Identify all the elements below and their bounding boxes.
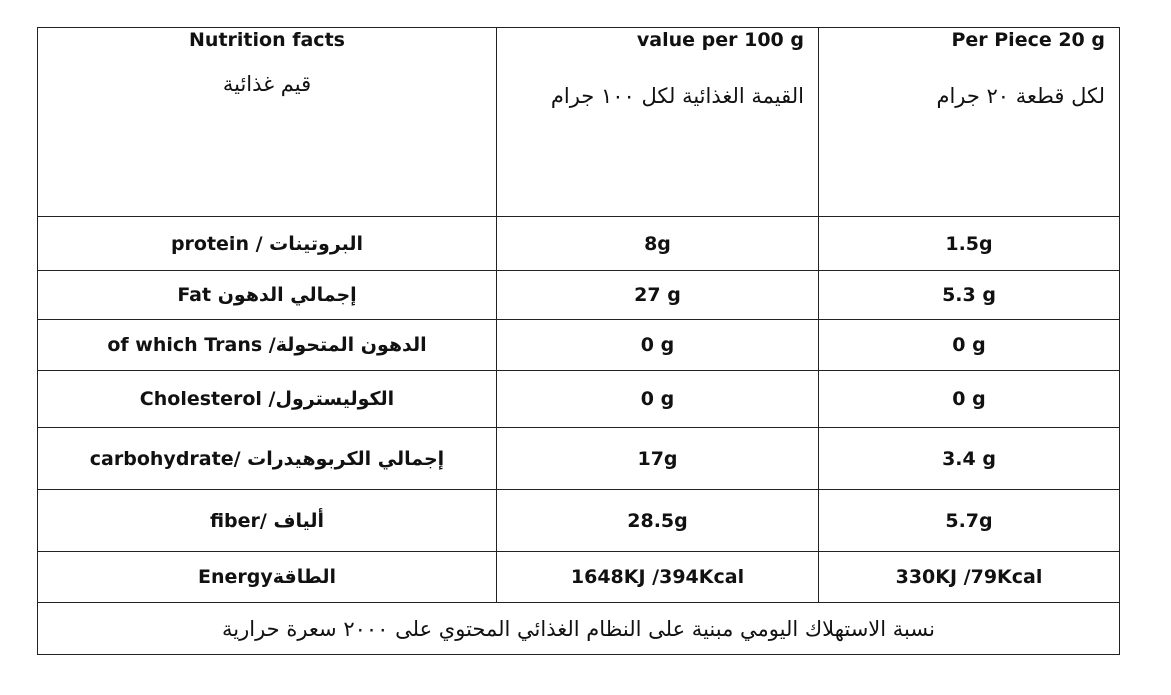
table-row xyxy=(38,217,1120,271)
value-per-piece: 3.4 g xyxy=(819,428,1120,490)
value-per-piece: 0 g xyxy=(819,371,1120,428)
header-label-en: Nutrition facts xyxy=(189,29,345,51)
table-row xyxy=(38,490,1120,552)
value-per-piece: 5.7g xyxy=(819,490,1120,552)
nutrient-label: الطاقةEnergy xyxy=(38,552,497,603)
nutrient-label: الدهون المتحولة/ of which Trans xyxy=(38,320,497,371)
value-per-100g: 28.5g xyxy=(497,490,819,552)
header-piece-ar: لكل قطعة ٢٠ جرام xyxy=(936,84,1105,108)
value-per-100g: 17g xyxy=(497,428,819,490)
value-per-piece: 330KJ /79Kcal xyxy=(819,552,1120,603)
value-per-100g: 1648KJ /394Kcal xyxy=(497,552,819,603)
header-per100-ar: القيمة الغذائية لكل ١٠٠ جرام xyxy=(550,84,804,108)
table-footer-row xyxy=(38,603,1120,655)
nutrient-label: ألياف /fiber xyxy=(38,490,497,552)
value-per-piece: 0 g xyxy=(819,320,1120,371)
nutrient-label: إجمالي الدهون Fat xyxy=(38,271,497,320)
table-row xyxy=(38,552,1120,603)
table-row xyxy=(38,320,1120,371)
value-per-100g: 0 g xyxy=(497,371,819,428)
value-per-100g: 27 g xyxy=(497,271,819,320)
nutrient-label: البروتينات / protein xyxy=(38,217,497,271)
table-row xyxy=(38,371,1120,428)
table-row xyxy=(38,271,1120,320)
table-row xyxy=(38,428,1120,490)
table-header-row xyxy=(38,28,1120,217)
nutrient-label: إجمالي الكربوهيدرات /carbohydrate xyxy=(38,428,497,490)
value-per-100g: 0 g xyxy=(497,320,819,371)
value-per-piece: 1.5g xyxy=(819,217,1120,271)
header-per100-en: value per 100 g xyxy=(636,29,804,51)
header-piece-en: Per Piece 20 g xyxy=(951,29,1105,51)
value-per-100g: 8g xyxy=(497,217,819,271)
header-per100-cell xyxy=(497,28,819,217)
nutrient-label: الكوليسترول/ Cholesterol xyxy=(38,371,497,428)
nutrition-facts-table xyxy=(37,27,1120,655)
daily-value-note: نسبة الاستهلاك اليومي مبنية على النظام الغذائي المحتوي على ٢٠٠٠ سعرة حرارية xyxy=(38,603,1120,655)
header-piece-cell xyxy=(819,28,1120,217)
value-per-piece: 5.3 g xyxy=(819,271,1120,320)
header-label-cell xyxy=(38,28,497,217)
header-label-ar: قيم غذائية xyxy=(222,72,312,96)
